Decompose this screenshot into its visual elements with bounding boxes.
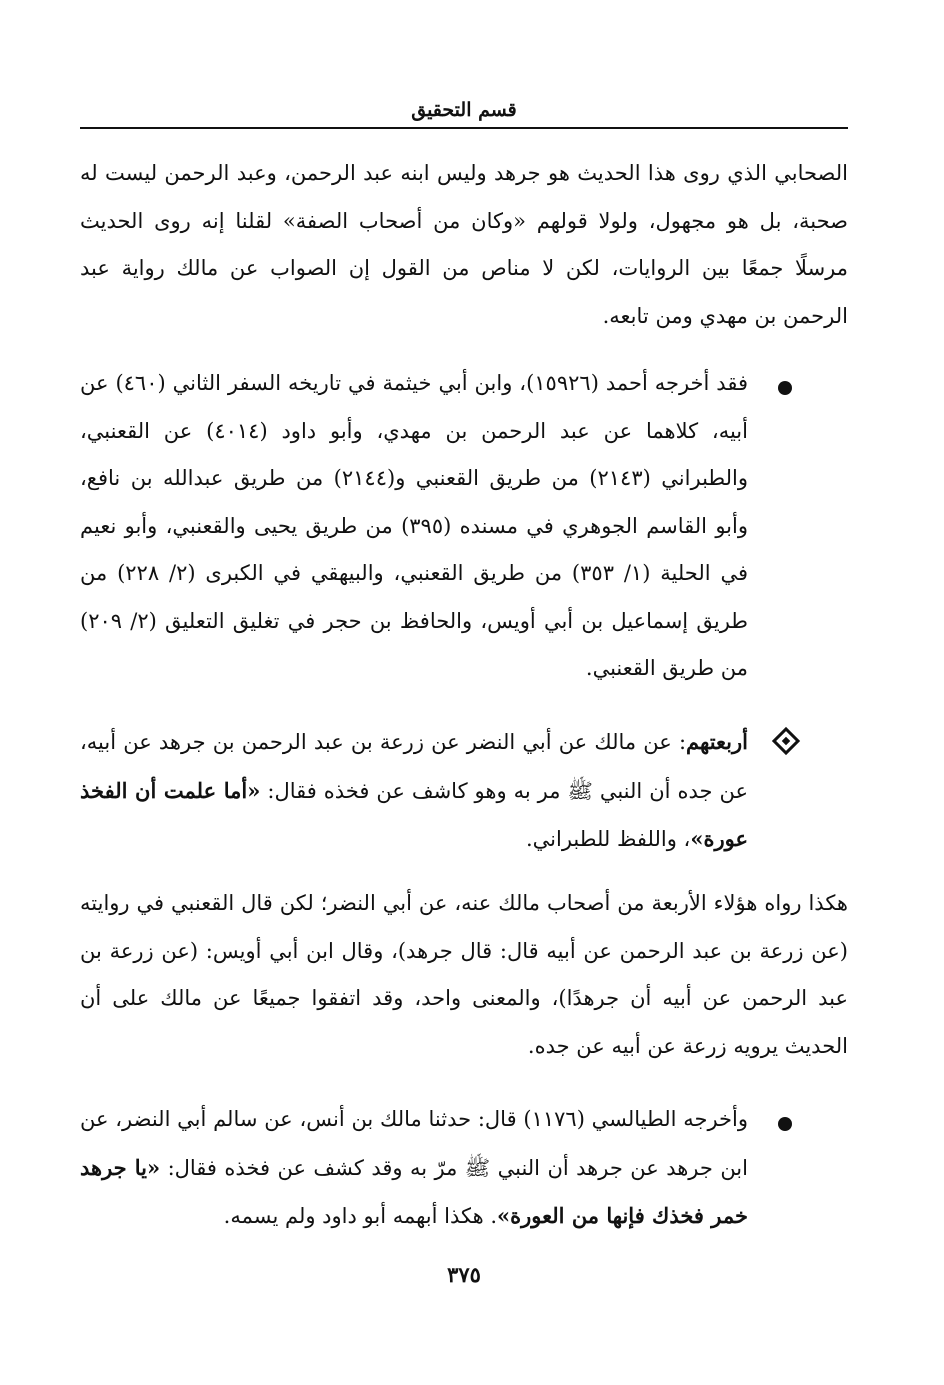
item-lead-term: أربعتهم — [686, 729, 748, 754]
bullet-item-text: فقد أخرجه أحمد (١٥٩٢٦)، وابن أبي خيثمة في تاريخه السفر الثاني (٤٦٠) عن أبيه، كلاهما عن عبد الرحمن بن مهدي، وأبو داود (٤٠١٤) عن القعنبي، والطبراني (٢١٤٣) من طريق القعنبي و(٢١٤٤) من طريق عبدالله بن نافع، وأبو القاسم الجوهري في مسنده (٣٩٥) من طريق يحيى والقعنبي، وأبو نعيم في الحلية (١/ ٣٥٣) من طريق القعنبي، والبيهقي في الكبرى (٢/ ٢٢٨) من طريق إسماعيل بن أبي أويس، والحافظ بن حجر في تغليق التعليق (٢/ ٢٠٩) من طريق القعنبي. — [80, 371, 749, 680]
running-header: قسم التحقيق — [411, 99, 517, 121]
bullet-dot-icon — [778, 1117, 792, 1131]
bullet-item-tayalisi — [80, 1096, 848, 1246]
intro-paragraph: الصحابي الذي روى هذا الحديث هو جرهد وليس ابنه عبد الرحمن، وعبد الرحمن ليست له صحبة، بل هو مجهول، ولولا قولهم «وكان من أصحاب الصفة» لقلنا إنه روى الحديث مرسلًا جمعًا بين الروايات، لكن لا مناص من القول إن الصواب عن مالك رواية عبد الرحمن بن مهدي ومن تابعه. — [80, 161, 848, 328]
diamond-bullet-icon — [772, 727, 800, 755]
bullet-dot-icon — [778, 381, 792, 395]
diamond-item-text — [80, 718, 748, 864]
item-text-part: . هكذا أبهمه أبو داود ولم يسمه. — [223, 1204, 498, 1228]
item-text-part: وأخرجه الطيالسي (١١٧٦) قال: حدثنا مالك بن أنس، عن سالم أبي النضر، عن ابن جرهد عن جرهد أن النبي ﷺ مرّ به وقد كشف عن فخذه فقال: — [80, 1107, 748, 1180]
bullet-item-ahmad — [80, 360, 848, 700]
item-text-part: ، واللفظ للطبراني. — [525, 827, 691, 851]
bullet-item-text — [80, 1096, 748, 1241]
hadith-quote: «يا جرهد خمر فخذك فإنها من العورة» — [80, 1154, 748, 1228]
diamond-item-arbaatuhum — [80, 718, 848, 868]
header-rule — [80, 127, 848, 129]
body-paragraph: هكذا رواه هؤلاء الأربعة من أصحاب مالك عنه، عن أبي النضر؛ لكن قال القعنبي في روايته (عن زرعة بن عبد الرحمن عن أبيه قال: قال جرهد)، وقال ابن أبي أويس: (عن زرعة بن عبد الرحمن عن أبيه أن جرهدًا)، والمعنى واحد، وقد اتفقوا جميعًا عن مالك على أن الحديث يرويه زرعة عن أبيه عن جده. — [80, 891, 848, 1058]
item-text-part: : عن مالك عن أبي النضر عن زرعة بن عبد الرحمن بن جرهد عن أبيه، عن جده أن النبي ﷺ مر به وهو كاشف عن فخذه فقال: — [80, 730, 748, 803]
hadith-quote: «أما علمت أن الفخذ عورة» — [80, 777, 748, 851]
page-number: ٣٧٥ — [447, 1262, 481, 1287]
